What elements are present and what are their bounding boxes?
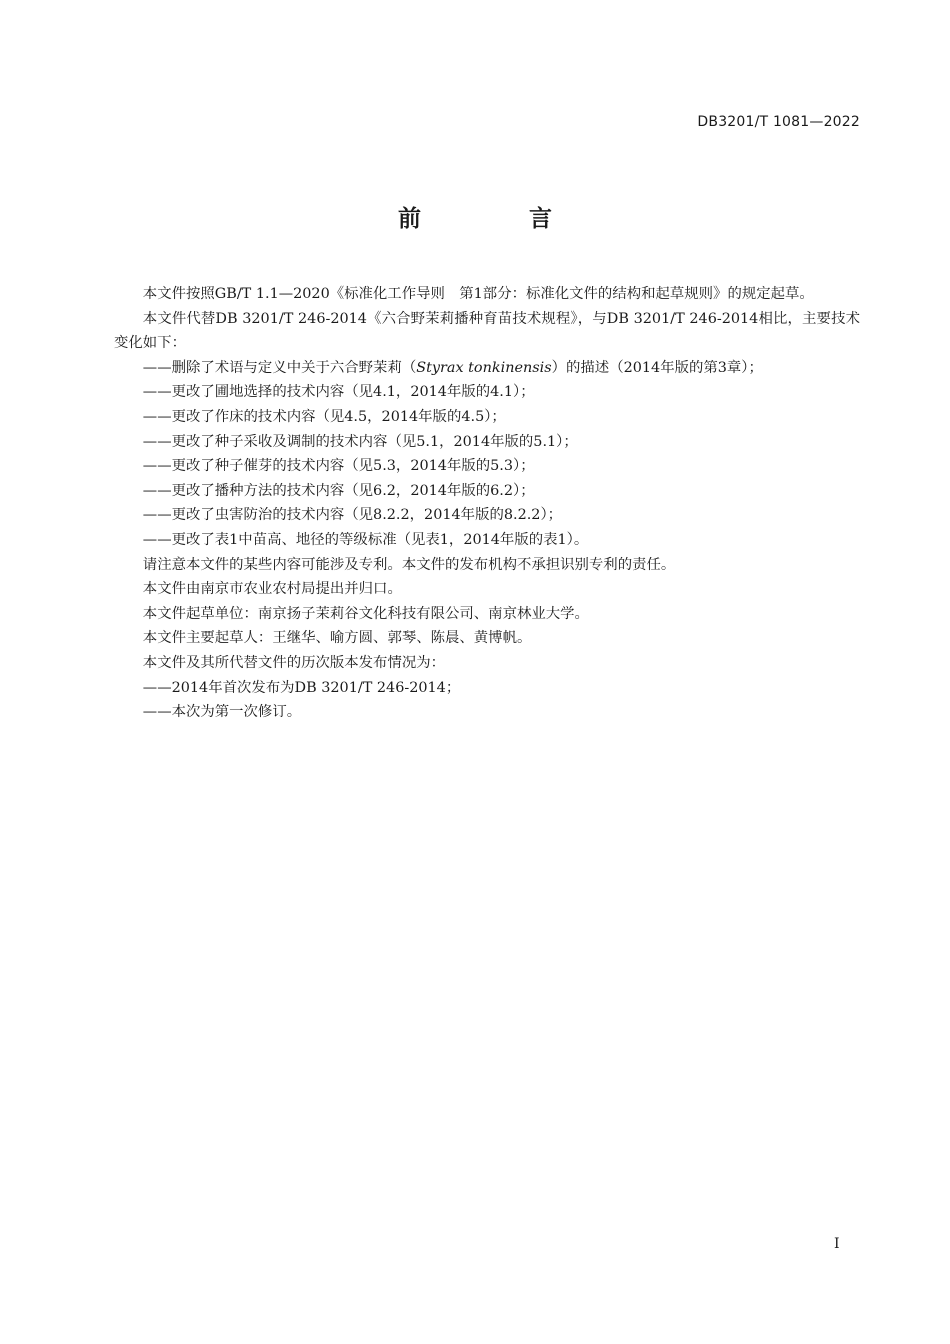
document-body <box>114 282 860 725</box>
latin-name: Styrax tonkinensis <box>416 359 552 376</box>
change-item-suffix: ）的描述（2014年版的第3章）； <box>551 359 763 376</box>
version-history-intro: 本文件及其所代替文件的历次版本发布情况为： <box>142 654 446 671</box>
change-item: ——更改了虫害防治的技术内容（见8.2.2，2014年版的8.2.2）； <box>142 507 563 524</box>
change-item: ——更改了种子采收及调制的技术内容（见5.1，2014年版的5.1）； <box>142 433 578 450</box>
history-item: ——2014年首次发布为DB 3201/T 246-2014； <box>142 679 461 696</box>
change-item: ——更改了表1中苗高、地径的等级标准（见表1，2014年版的表1）。 <box>142 531 589 548</box>
page-title: 前 言 <box>397 206 602 232</box>
change-item: ——更改了作床的技术内容（见4.5，2014年版的4.5）； <box>142 408 506 425</box>
patent-statement: 请注意本文件的某些内容可能涉及专利。本文件的发布机构不承担识别专利的责任。 <box>142 556 676 573</box>
change-item: ——更改了圃地选择的技术内容（见4.1，2014年版的4.1）； <box>142 384 535 401</box>
paragraph-drafting-basis: 本文件按照GB/T 1.1—2020《标准化工作导则 第1部分：标准化文件的结构和起草规则》的规定起草。 <box>142 286 814 302</box>
page-number: I <box>834 1236 840 1252</box>
change-item: ——更改了播种方法的技术内容（见6.2，2014年版的6.2）； <box>142 482 535 499</box>
history-item: ——本次为第一次修订。 <box>142 704 302 721</box>
main-drafters: 本文件主要起草人：王继华、喻方圆、郭琴、陈晨、黄博帆。 <box>142 630 532 647</box>
drafting-units: 本文件起草单位：南京扬子茉莉谷文化科技有限公司、南京林业大学。 <box>142 605 589 622</box>
change-item-prefix: ——删除了术语与定义中关于六合野茉莉（ <box>142 359 417 376</box>
paragraph-replacement-note: 本文件代替DB 3201/T 246-2014《六合野茉莉播种育苗技术规程》，与DB 3201/T 246-2014相比，主要技术变化如下： <box>114 310 860 352</box>
proposer-statement: 本文件由南京市农业农村局提出并归口。 <box>142 581 402 598</box>
change-item: ——更改了种子催芽的技术内容（见5.3，2014年版的5.3）； <box>142 458 535 475</box>
change-item <box>114 356 860 381</box>
document-code: DB3201/T 1081—2022 <box>697 114 860 130</box>
